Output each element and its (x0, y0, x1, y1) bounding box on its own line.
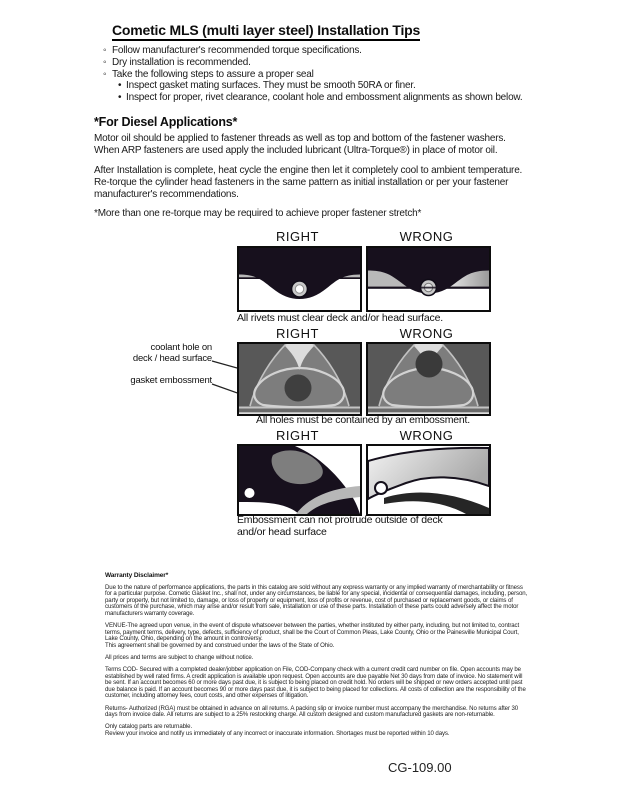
deck-line-over-rivet (419, 287, 438, 289)
circle-bullet-icon: ◦ (103, 45, 107, 56)
paragraph: After Installation is complete, heat cycle the engine then let it completely cool to ambient temperature. Re-torque the cylinder head fasteners in the same pattern as initial installation or per your fastener manufacturer's recommendations. (94, 164, 523, 201)
fig3-caption-line2: and/or head surface (237, 525, 327, 538)
fig3-wrong-panel (366, 444, 491, 516)
fig1-right-label: RIGHT (276, 229, 319, 244)
fig3-wrong-label: WRONG (399, 428, 454, 443)
rivet-clearance-right-diagram (239, 248, 360, 310)
section-heading: *For Diesel Applications* (94, 115, 238, 129)
catalog-parts-text: Only catalog parts are returnable. (105, 723, 193, 731)
list-item (103, 45, 533, 57)
fig2-right-panel (237, 342, 362, 416)
diesel-applications-section (94, 116, 528, 227)
paragraph: Motor oil should be applied to fastener threads as well as top and bottom of the fastener washers. When ARP fasteners are used apply the included lubricant (Ultra-Torque®) in place of motor oil. (94, 133, 506, 157)
fig3-caption (237, 515, 487, 538)
dot-bullet-icon: • (118, 92, 122, 104)
governing-law-text: This agreement shall be governed by and construed under the laws of the State of Ohio. (105, 641, 335, 649)
warranty-paragraph: Due to the nature of performance applications, the parts in this catalog are sold without any express warranty or any implied warranty of merchantability or fitness for a particular purpose. Cometic Gasket Inc., shall not, under any circumstances, be liable for any special, incidental or consequential damages, including, person, party or property, but not limited to, damage, or loss of property or equipment, loss of profits or revenue, cost of purchased or replacement goods, or claims of customers of the purchase, which may arise and/or result from sale, installation or use of these parts. Installation of these parts could adversely affect the motor manufacturers warranty coverage. (105, 583, 528, 617)
installation-tips-list (103, 45, 533, 104)
list-item-text: Take the following steps to assure a proper seal (112, 68, 314, 80)
bolt-hole (245, 488, 255, 498)
fig1-wrong-label: WRONG (399, 229, 454, 244)
warranty-paragraph: Terms COD- Secured with a completed dealer/jobber application on File, COD-Company check with a current credit card number on file. Open accounts may be established by well rated firms. A credit application is available upon request. Open accounts are due payable Net 30 days from date of invoice. No statement will be sent. If an account becomes 60 or more days past due, it is subject to being placed on credit hold. No orders will be shipped or new orders accepted until past due balance is paid. If an account becomes 90 or more days past due, it is subject to being placed for collections. All costs of collection are the responsibility of the customer, including attorney fees, court costs, and other expenses of litigation. (105, 666, 526, 700)
fig3-right-panel (237, 444, 362, 516)
fig1-caption: All rivets must clear deck and/or head surface. (237, 312, 443, 324)
warranty-heading: Warranty Disclaimer* (105, 572, 169, 579)
coolant-hole (285, 375, 312, 402)
fig2-caption: All holes must be contained by an embossment. (256, 414, 470, 426)
embossment-protrusion-wrong-diagram (368, 446, 489, 514)
warranty-disclaimer-section (105, 573, 529, 743)
embossment-containment-wrong-diagram (368, 344, 489, 414)
coolant-hole-misaligned (416, 351, 443, 378)
document-number: CG-109.00 (388, 760, 452, 775)
warranty-paragraph (105, 623, 529, 649)
list-item-text: Inspect gasket mating surfaces. They must be smooth 50RA or finer. (126, 80, 416, 92)
circle-bullet-icon: ◦ (103, 56, 107, 68)
review-invoice-text: Review your invoice and notify us immediately of any incorrect or inaccurate information. Shortages must be reported within 10 days. (105, 729, 450, 737)
bolt-hole (375, 482, 387, 494)
embossment-protrusion-right-diagram (239, 446, 360, 514)
fig3-caption-line1: Embossment can not protrude outside of deck (237, 514, 443, 526)
annotation-line1: coolant hole on (150, 342, 212, 353)
venue-text: VENUE-The agreed upon venue, in the event of dispute whatsoever between the parties, whether instituted by either party, including, but not limited to, contract terms, payment terms, delivery, type, defects, sufficiency of product, shall be the Court of Common Pleas, Lake County, Ohio or the Painesville Municipal Court, Lake County, Ohio, depending on the amount in controversy. (105, 622, 520, 643)
warranty-paragraph (105, 724, 529, 737)
fig2-right-label: RIGHT (276, 326, 319, 341)
list-item (103, 57, 533, 69)
list-item-text: Dry installation is recommended. (112, 56, 251, 68)
sub-list-item (118, 80, 533, 92)
embossment-containment-right-diagram (239, 344, 360, 414)
dot-bullet-icon: • (118, 80, 122, 92)
rivet-center (295, 285, 303, 293)
coolant-hole-annotation (108, 343, 212, 364)
note-text: *More than one re-torque may be required to achieve proper fastener stretch* (94, 208, 422, 220)
fig2-wrong-label: WRONG (399, 326, 454, 341)
fig3-right-label: RIGHT (276, 428, 319, 443)
warranty-paragraph: All prices and terms are subject to change without notice. (105, 653, 254, 661)
fig1-wrong-panel (366, 246, 491, 312)
page-title (112, 22, 420, 38)
gasket-embossment-annotation: gasket embossment (130, 375, 212, 386)
fig2-wrong-panel (366, 342, 491, 416)
list-item-text: Inspect for proper, rivet clearance, coolant hole and embossment alignments as shown below. (126, 92, 523, 104)
annotation-line2: deck / head surface (132, 352, 212, 364)
warranty-paragraph: Returns- Authorized (RGA) must be obtained in advance on all returns. A packing slip or invoice number must accompany the merchandise. No returns after 30 days from invoice date. All returns are subject to a 25% restocking charge. All custom designed and custom manufactured gaskets are non-returnable. (105, 704, 519, 719)
circle-bullet-icon: ◦ (103, 68, 107, 80)
fig1-right-panel (237, 246, 362, 312)
list-item-text: Follow manufacturer's recommended torque specifications. (112, 45, 362, 56)
sub-list-item (118, 92, 533, 104)
page-title-text: Cometic MLS (multi layer steel) Installation Tips (112, 22, 420, 41)
list-item (103, 69, 533, 81)
rivet-clearance-wrong-diagram (368, 248, 489, 310)
